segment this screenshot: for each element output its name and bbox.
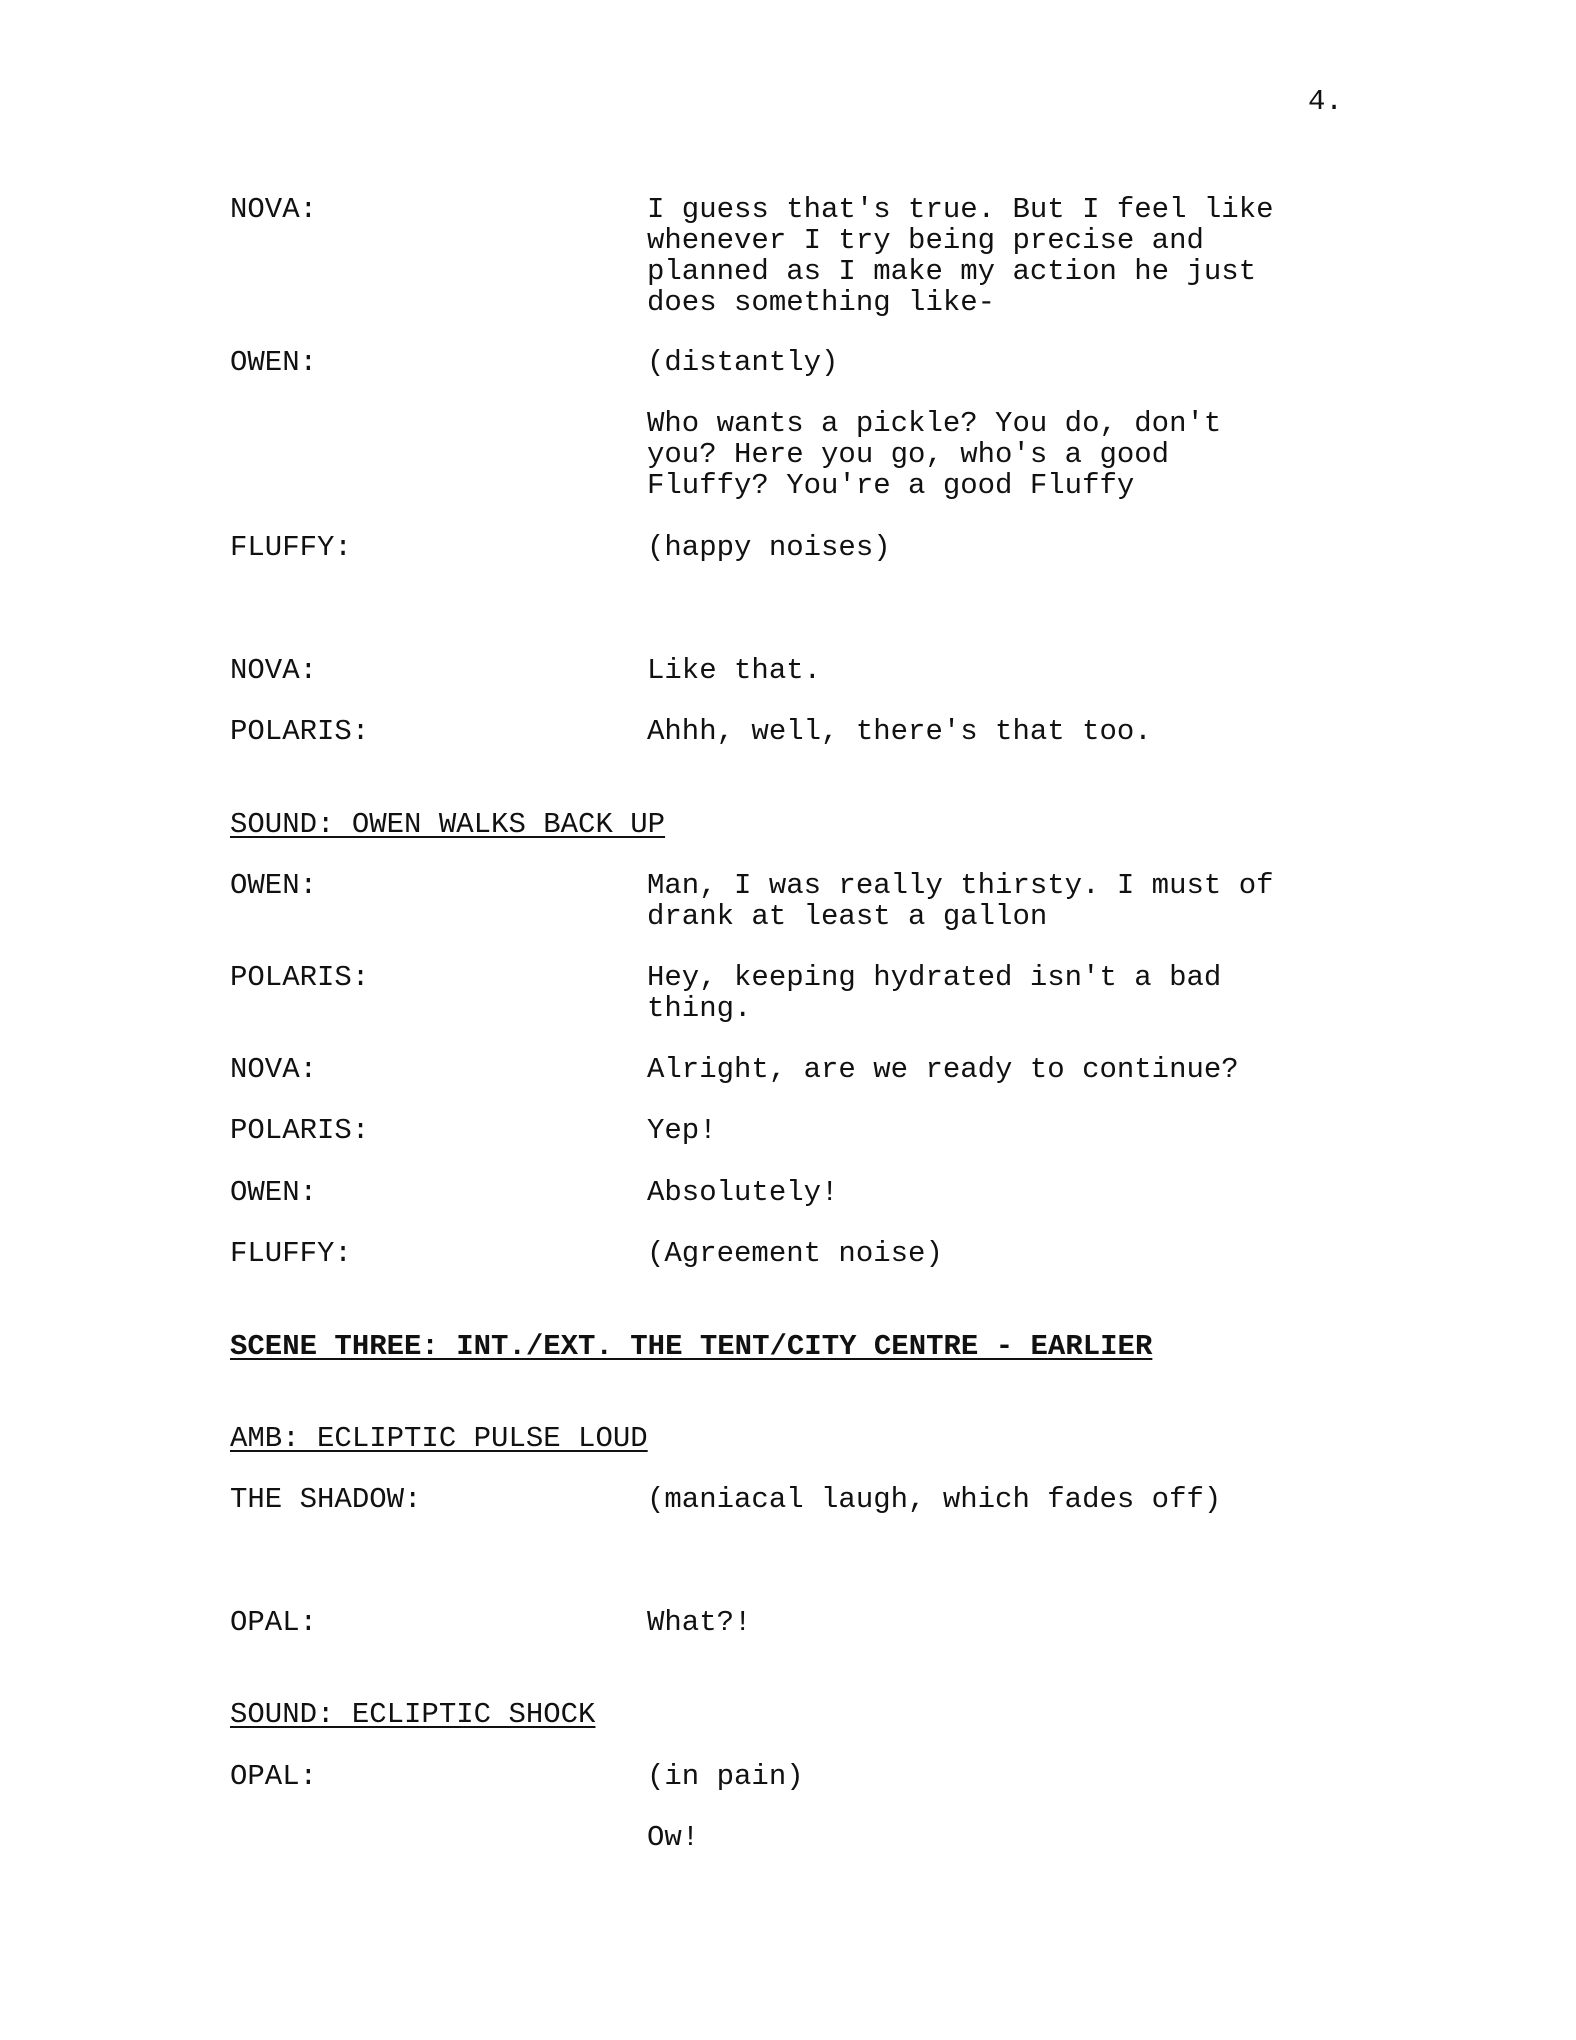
speaker-name: OPAL: (230, 1606, 318, 1639)
parenthetical: (distantly) (647, 346, 839, 379)
dialogue-text: Hey, keeping hydrated isn't a bad thing. (647, 961, 1222, 1025)
scene-heading: SCENE THREE: INT./EXT. THE TENT/CITY CENTRE - EARLIER (230, 1330, 1153, 1363)
speaker-name: POLARIS: (230, 1114, 370, 1147)
dialogue-text: I guess that's true. But I feel like whenever I try being precise and planned as I make my action he just does something like- (647, 193, 1274, 319)
dialogue-text: Ahhh, well, there's that too. (647, 715, 1152, 748)
speaker-name: OWEN: (230, 1176, 318, 1209)
parenthetical: (happy noises) (647, 531, 891, 564)
speaker-name: OWEN: (230, 346, 318, 379)
parenthetical: (in pain) (647, 1760, 804, 1793)
speaker-name: FLUFFY: (230, 531, 352, 564)
sound-cue: SOUND: ECLIPTIC SHOCK (230, 1698, 596, 1731)
speaker-name: OWEN: (230, 869, 318, 902)
dialogue-text: Yep! (647, 1114, 717, 1147)
dialogue-text: Man, I was really thirsty. I must of drank at least a gallon (647, 869, 1274, 933)
dialogue-text: What?! (647, 1606, 752, 1639)
dialogue-text: Ow! (647, 1821, 700, 1854)
dialogue-text: Like that. (647, 654, 822, 687)
sound-cue: SOUND: OWEN WALKS BACK UP (230, 808, 666, 841)
ambience-cue: AMB: ECLIPTIC PULSE LOUD (230, 1422, 648, 1455)
speaker-name: NOVA: (230, 1053, 318, 1086)
speaker-name: FLUFFY: (230, 1237, 352, 1270)
speaker-name: OPAL: (230, 1760, 318, 1793)
speaker-name: NOVA: (230, 193, 318, 226)
speaker-name: POLARIS: (230, 961, 370, 994)
speaker-name: NOVA: (230, 654, 318, 687)
dialogue-text: Alright, are we ready to continue? (647, 1053, 1239, 1086)
speaker-name: POLARIS: (230, 715, 370, 748)
speaker-name: THE SHADOW: (230, 1483, 422, 1516)
dialogue-text: Absolutely! (647, 1176, 839, 1209)
page-number: 4. (1308, 85, 1343, 118)
parenthetical: (Agreement noise) (647, 1237, 943, 1270)
dialogue-text: Who wants a pickle? You do, don't you? Here you go, who's a good Fluffy? You're a good Fluffy (647, 407, 1222, 502)
parenthetical: (maniacal laugh, which fades off) (647, 1483, 1222, 1516)
